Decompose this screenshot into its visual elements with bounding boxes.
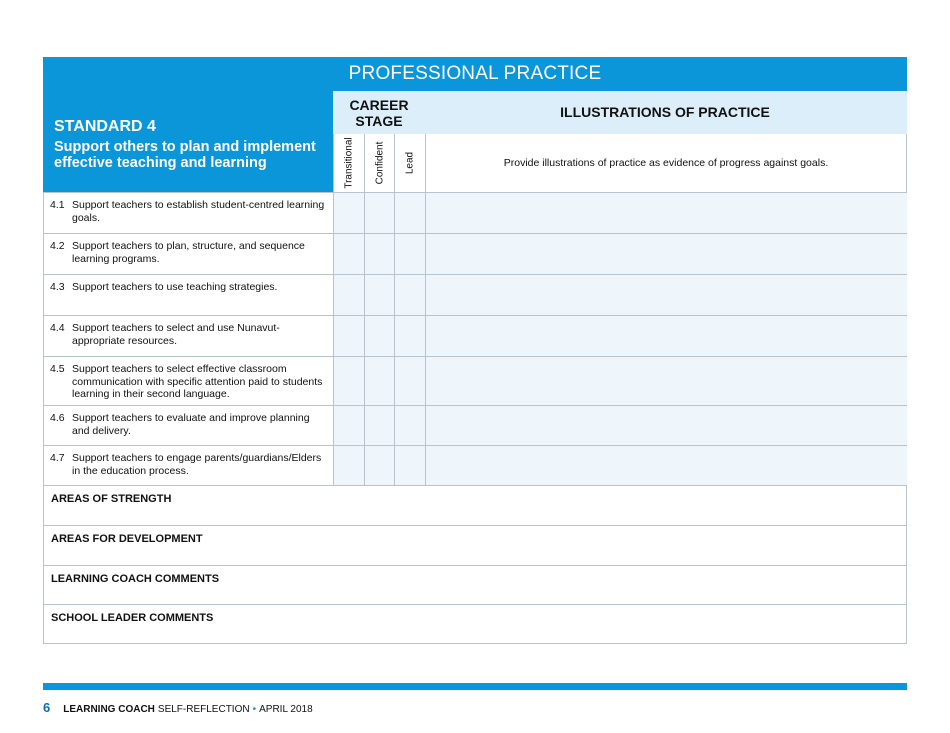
row-number: 4.5 bbox=[50, 363, 65, 375]
lead-checkbox[interactable] bbox=[394, 357, 425, 405]
table-row bbox=[43, 315, 907, 356]
stage-label-lead: Lead bbox=[404, 151, 416, 175]
table-row bbox=[43, 405, 907, 445]
table-row bbox=[43, 445, 907, 485]
row-number: 4.1 bbox=[50, 199, 65, 211]
row-number: 4.3 bbox=[50, 281, 65, 293]
stage-divider bbox=[425, 134, 426, 192]
page-footer bbox=[43, 700, 313, 715]
stage-column-lead bbox=[394, 134, 425, 192]
transitional-checkbox[interactable] bbox=[333, 193, 364, 233]
row-text: Support teachers to select and use Nunavut-appropriate resources. bbox=[72, 322, 280, 347]
standard-header bbox=[43, 91, 333, 192]
confident-checkbox[interactable] bbox=[364, 275, 394, 315]
row-label bbox=[43, 234, 333, 274]
areas-for-development-field[interactable] bbox=[43, 525, 907, 565]
footer-date: APRIL 2018 bbox=[259, 704, 313, 715]
lead-checkbox[interactable] bbox=[394, 406, 425, 445]
row-label bbox=[43, 446, 333, 485]
table-row bbox=[43, 233, 907, 274]
area-label: AREAS FOR DEVELOPMENT bbox=[51, 533, 203, 545]
table-row bbox=[43, 356, 907, 405]
row-number: 4.6 bbox=[50, 412, 65, 424]
standard-subtitle: Support others to plan and implement effective teaching and learning bbox=[54, 139, 316, 171]
table-row bbox=[43, 274, 907, 315]
illustrations-instruction: Provide illustrations of practice as evidence of progress against goals. bbox=[503, 157, 829, 169]
row-text: Support teachers to use teaching strategies. bbox=[72, 281, 278, 293]
transitional-checkbox[interactable] bbox=[333, 275, 364, 315]
confident-checkbox[interactable] bbox=[364, 357, 394, 405]
footer-doc-title: LEARNING COACH bbox=[63, 704, 155, 715]
transitional-checkbox[interactable] bbox=[333, 234, 364, 274]
footer-separator: • bbox=[252, 704, 257, 715]
lead-checkbox[interactable] bbox=[394, 316, 425, 356]
transitional-checkbox[interactable] bbox=[333, 406, 364, 445]
confident-checkbox[interactable] bbox=[364, 193, 394, 233]
lead-checkbox[interactable] bbox=[394, 446, 425, 485]
confident-checkbox[interactable] bbox=[364, 234, 394, 274]
row-label bbox=[43, 275, 333, 315]
career-stage-header bbox=[333, 91, 425, 134]
illustration-field[interactable] bbox=[425, 275, 907, 315]
area-label: AREAS OF STRENGTH bbox=[51, 493, 172, 505]
stage-label-transitional: Transitional bbox=[343, 137, 355, 189]
illustration-field[interactable] bbox=[425, 406, 907, 445]
confident-checkbox[interactable] bbox=[364, 406, 394, 445]
stage-label-confident: Confident bbox=[374, 141, 386, 185]
row-text: Support teachers to select effective classroom communication with specific attention paid to students learning in their second language. bbox=[72, 363, 323, 400]
row-number: 4.4 bbox=[50, 322, 65, 334]
area-label: LEARNING COACH COMMENTS bbox=[51, 573, 220, 585]
standard-title: STANDARD 4 bbox=[54, 118, 156, 135]
row-text: Support teachers to evaluate and improve planning and delivery. bbox=[72, 412, 310, 437]
row-text: Support teachers to plan, structure, and sequence learning programs. bbox=[72, 240, 305, 265]
confident-checkbox[interactable] bbox=[364, 316, 394, 356]
page-number: 6 bbox=[43, 700, 51, 715]
row-text: Support teachers to engage parents/guardians/Elders in the education process. bbox=[72, 452, 322, 477]
transitional-checkbox[interactable] bbox=[333, 316, 364, 356]
row-label bbox=[43, 193, 333, 233]
illustration-field[interactable] bbox=[425, 234, 907, 274]
illustration-field[interactable] bbox=[425, 316, 907, 356]
row-number: 4.2 bbox=[50, 240, 65, 252]
school-leader-comments-field[interactable] bbox=[43, 604, 907, 644]
section-banner: PROFESSIONAL PRACTICE bbox=[43, 57, 907, 91]
transitional-checkbox[interactable] bbox=[333, 446, 364, 485]
row-label bbox=[43, 357, 333, 405]
row-label bbox=[43, 406, 333, 445]
career-stage-line1: CAREER bbox=[349, 97, 409, 113]
career-stage-line2: STAGE bbox=[355, 113, 403, 129]
table-row bbox=[43, 192, 907, 233]
illustration-field[interactable] bbox=[425, 446, 907, 485]
row-label bbox=[43, 316, 333, 356]
footer-doc-subtitle: SELF-REFLECTION bbox=[157, 704, 250, 715]
stage-column-confident bbox=[364, 134, 395, 192]
stage-column-transitional bbox=[333, 134, 364, 192]
row-number: 4.7 bbox=[50, 452, 65, 464]
illustration-field[interactable] bbox=[425, 357, 907, 405]
lead-checkbox[interactable] bbox=[394, 193, 425, 233]
learning-coach-comments-field[interactable] bbox=[43, 565, 907, 604]
footer-bar bbox=[43, 683, 907, 690]
area-label: SCHOOL LEADER COMMENTS bbox=[51, 612, 214, 624]
areas-of-strength-field[interactable] bbox=[43, 485, 907, 525]
lead-checkbox[interactable] bbox=[394, 234, 425, 274]
confident-checkbox[interactable] bbox=[364, 446, 394, 485]
transitional-checkbox[interactable] bbox=[333, 357, 364, 405]
lead-checkbox[interactable] bbox=[394, 275, 425, 315]
row-text: Support teachers to establish student-centred learning goals. bbox=[72, 199, 325, 224]
illustration-field[interactable] bbox=[425, 193, 907, 233]
illustrations-header: ILLUSTRATIONS OF PRACTICE bbox=[425, 91, 907, 134]
